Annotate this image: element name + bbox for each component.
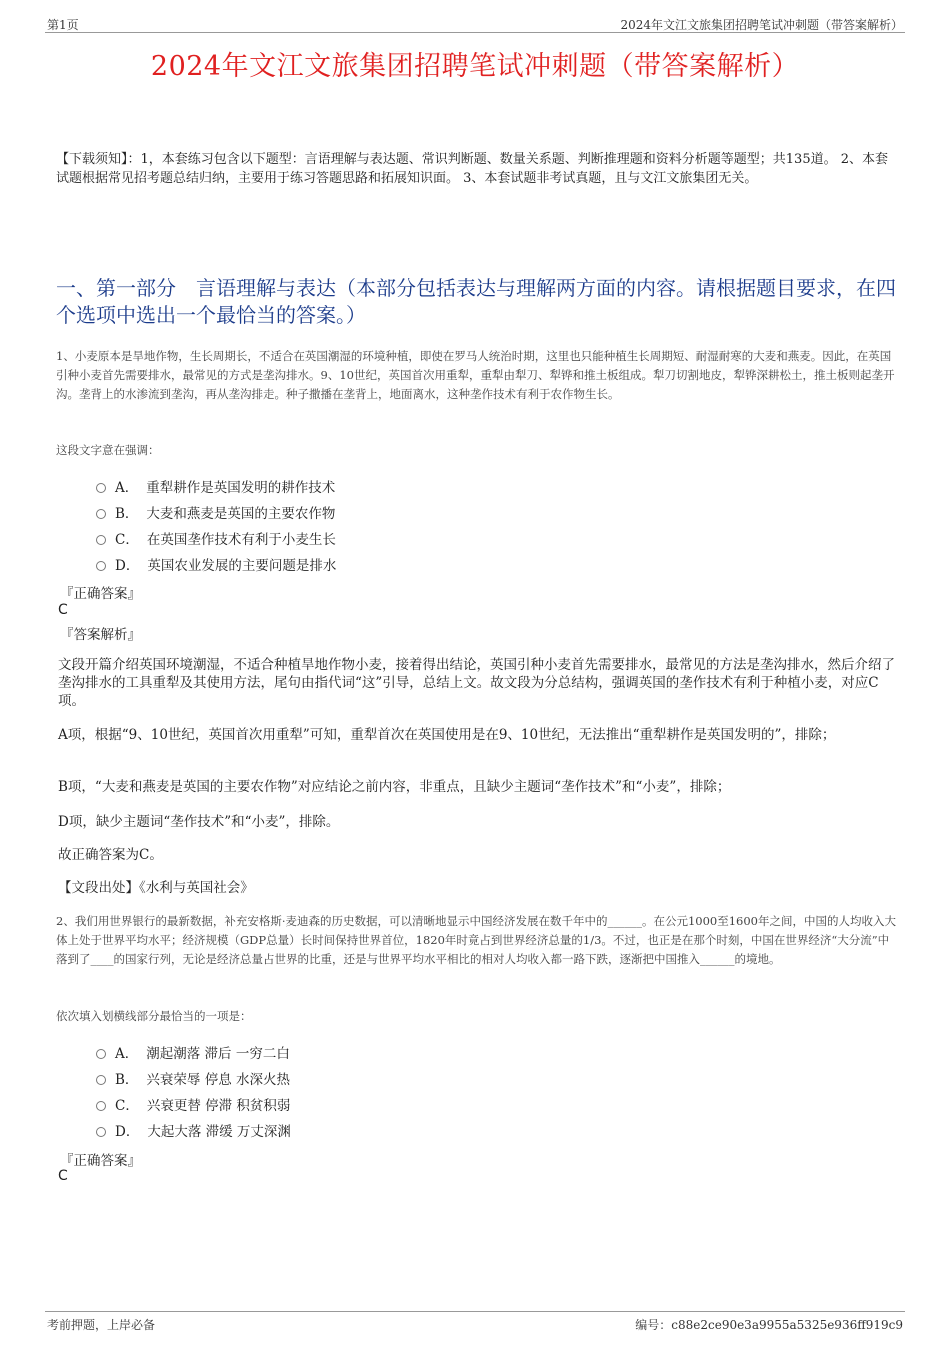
question-2-option-b[interactable]: B． 兴衰荣辱 停息 水深火热: [96, 1065, 291, 1091]
page-number: 第1页: [47, 18, 79, 32]
question-2-options: [96, 1039, 291, 1143]
radio-icon[interactable]: [96, 1101, 106, 1111]
question-1-analysis-d: D项，缺少主题词“垄作技术”和“小麦”，排除。: [58, 814, 340, 830]
question-1-text: 1、小麦原本是旱地作物，生长周期长，不适合在英国潮湿的环境种植，即使在罗马人统治时期，这里也只能种植生长周期短、耐湿耐寒的大麦和燕麦。因此，在英国引种小麦首先需要排水，最常见的方式是垄沟排水。9、10世纪，英国首次用重犁，重犁由犁刀、犁铧和推土板组成。犁刀切割地皮，犁铧深耕松土，推土板则起垄开沟。垄背上的水渗流到垄沟，再从垄沟排走。种子撒播在垄背上，地面离水，这种垄作技术有利于农作物生长。: [56, 349, 895, 401]
header-doc-title: 2024年文江文旅集团招聘笔试冲刺题（带答案解析）: [620, 18, 903, 32]
radio-icon[interactable]: [96, 483, 106, 493]
question-2-text: 2、我们用世界银行的最新数据，补充安格斯·麦迪森的历史数据，可以清晰地显示中国经济发展在数千年中的______。在公元1000至1600年之间，中国的人均收入大体上处于世界平均水平；经济规模（GDP总量）长时间保持世界首位，1820年时竟占到世界经济总量的1/3。不过，也正是在那个时刻，中国在世界经济“大分流”中落到了____的国家行列，无论是经济总量占世界的比重，还是与世界平均水平相比的相对人均收入都一路下跌，逐渐把中国推入______的境地。: [56, 914, 896, 966]
question-1-option-c[interactable]: C． 在英国垄作技术有利于小麦生长: [96, 525, 336, 551]
question-1-option-d[interactable]: D． 英国农业发展的主要问题是排水: [96, 551, 336, 577]
question-1-analysis-b: B项，“大麦和燕麦是英国的主要农作物”对应结论之前内容，非重点，且缺少主题词“垄作技术”和“小麦”，排除；: [58, 779, 731, 795]
question-1-answer-label: 『正确答案』: [60, 586, 141, 602]
document-title: 2024年文江文旅集团招聘笔试冲刺题（带答案解析）: [150, 51, 800, 82]
section-heading: 一、第一部分 言语理解与表达（本部分包括表达与理解两方面的内容。请根据题目要求，在四个选项中选出一个最恰当的答案。）: [56, 276, 896, 327]
radio-icon[interactable]: [96, 535, 106, 545]
page-header: [45, 14, 905, 33]
question-1-analysis-label: 『答案解析』: [60, 627, 141, 643]
radio-icon[interactable]: [96, 1075, 106, 1085]
question-2-prompt: 依次填入划横线部分最恰当的一项是：: [56, 1009, 252, 1023]
question-1-conclusion: 故正确答案为C。: [58, 847, 163, 863]
footer-doc-id: 编号：c88e2ce90e3a9955a5325e936ff919c9: [635, 1318, 903, 1332]
question-1-source: 【文段出处】《水利与英国社会》: [58, 880, 254, 896]
question-2-option-a[interactable]: A． 潮起潮落 滞后 一穷二白: [96, 1039, 291, 1065]
question-1-options: [96, 473, 336, 577]
footer-slogan: 考前押题，上岸必备: [47, 1318, 156, 1332]
radio-icon[interactable]: [96, 1127, 106, 1137]
question-2-option-d[interactable]: D． 大起大落 滞缓 万丈深渊: [96, 1117, 291, 1143]
page-footer: [45, 1311, 905, 1334]
radio-icon[interactable]: [96, 561, 106, 571]
question-1-analysis-summary: 文段开篇介绍英国环境潮湿，不适合种植旱地作物小麦，接着得出结论，英国引种小麦首先需要排水，最常见的方法是垄沟排水，然后介绍了垄沟排水的工具重犁及其使用方法，尾句由指代词“这”引导，总结上文。故文段为分总结构，强调英国的垄作技术有利于种植小麦，对应C项。: [58, 657, 895, 709]
question-1-analysis-a: A项，根据“9、10世纪，英国首次用重犁”可知，重犁首次在英国使用是在9、10世纪，无法推出“重犁耕作是英国发明的”，排除；: [58, 727, 836, 743]
question-1-option-b[interactable]: B． 大麦和燕麦是英国的主要农作物: [96, 499, 336, 525]
question-1-prompt: 这段文字意在强调：: [56, 443, 160, 457]
question-2-option-c[interactable]: C． 兴衰更替 停滞 积贫积弱: [96, 1091, 291, 1117]
radio-icon[interactable]: [96, 1049, 106, 1059]
question-1-option-a[interactable]: A． 重犁耕作是英国发明的耕作技术: [96, 473, 336, 499]
radio-icon[interactable]: [96, 509, 106, 519]
question-1-answer: C: [58, 602, 68, 618]
question-2-answer-label: 『正确答案』: [60, 1153, 141, 1169]
download-notice: 【下载须知】：1，本套练习包含以下题型：言语理解与表达题、常识判断题、数量关系题、判断推理题和资料分析题等题型；共135道。 2、本套试题根据常见招考题总结归纳，主要用于练习答题思路和拓展知识面。 3、本套试题非考试真题，且与文江文旅集团无关。: [56, 152, 888, 186]
question-2-answer: C: [58, 1168, 68, 1184]
